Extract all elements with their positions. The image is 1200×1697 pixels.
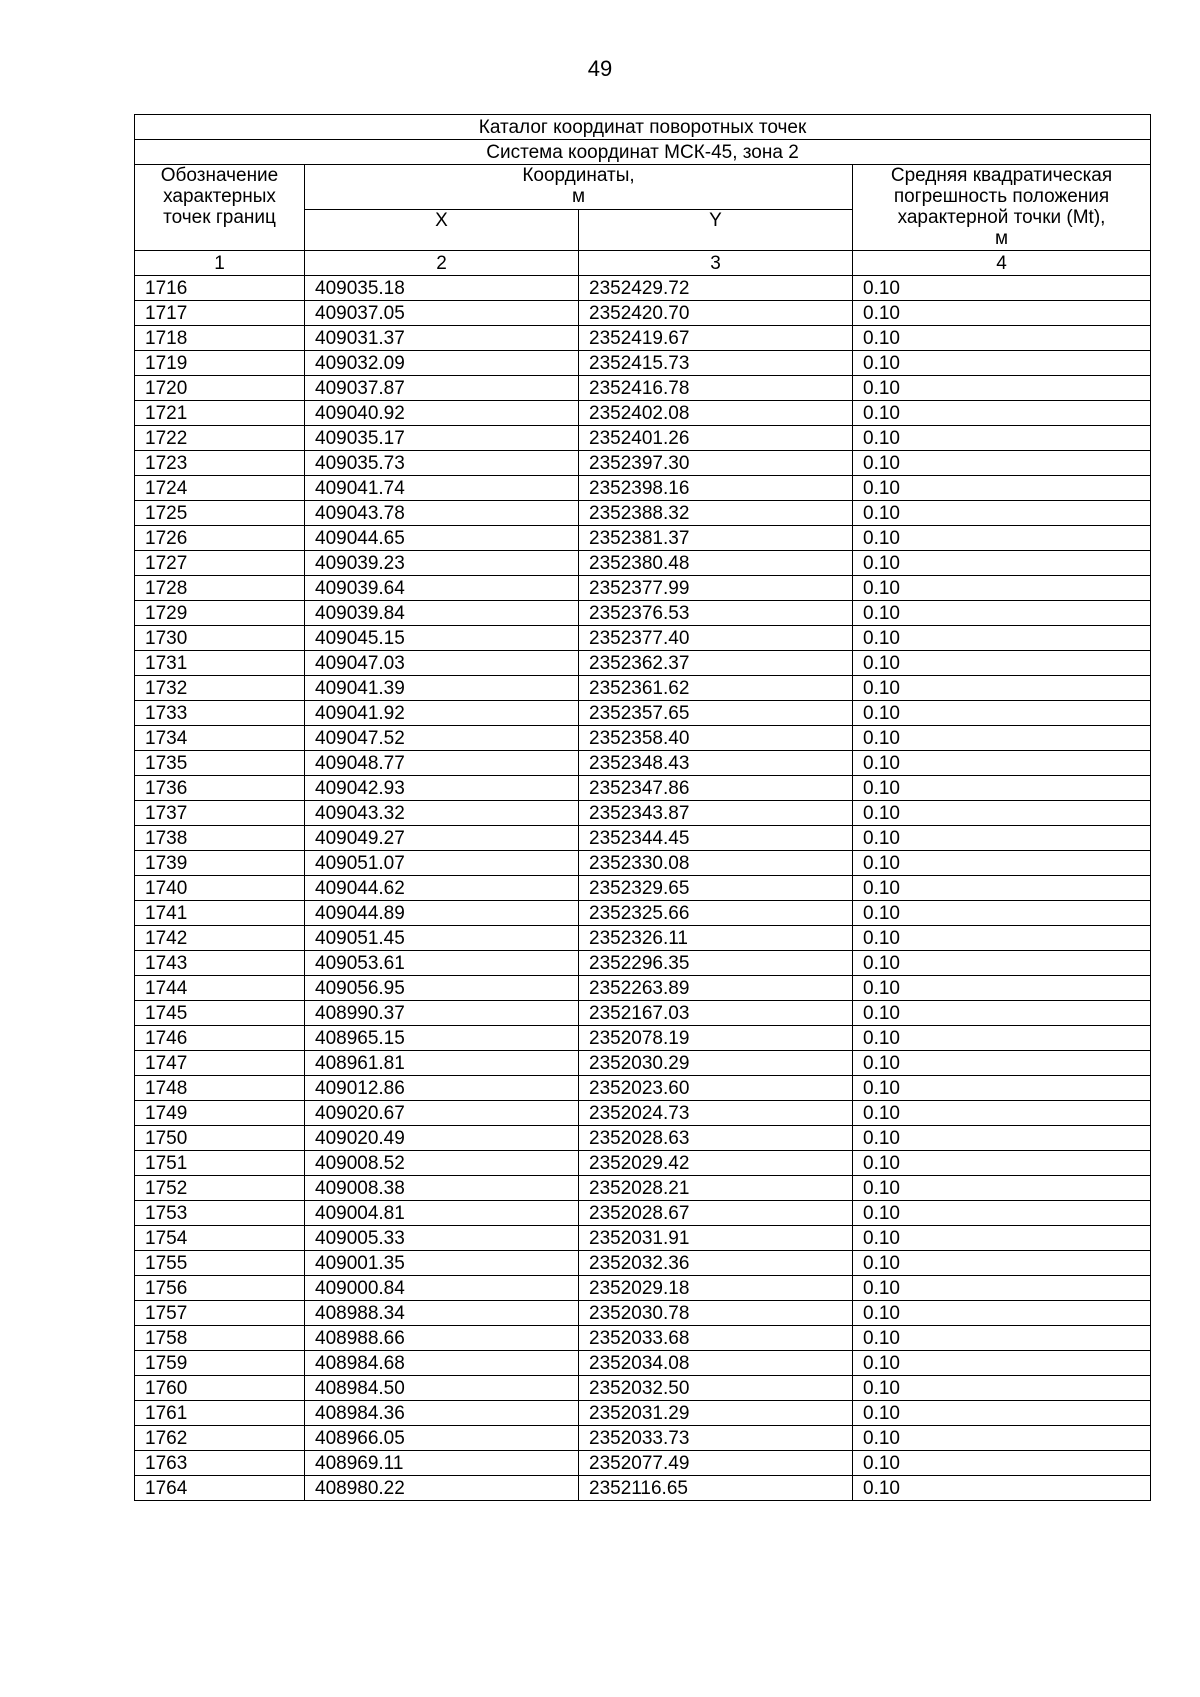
table-row: [135, 976, 1151, 1001]
error-cell: 0.10: [853, 1251, 1151, 1276]
point-id-cell: 1725: [135, 501, 305, 526]
coordinate-system: Система координат МСК-45, зона 2: [135, 140, 1151, 165]
y-coordinate-cell: 2352032.36: [579, 1251, 853, 1276]
table-row: [135, 851, 1151, 876]
table-row: [135, 526, 1151, 551]
point-id-cell: 1716: [135, 276, 305, 301]
x-coordinate-cell: 409041.39: [305, 676, 579, 701]
error-cell: 0.10: [853, 576, 1151, 601]
y-coordinate-cell: 2352377.99: [579, 576, 853, 601]
x-coordinate-cell: 409040.92: [305, 401, 579, 426]
point-id-cell: 1727: [135, 551, 305, 576]
point-id-cell: 1761: [135, 1401, 305, 1426]
error-cell: 0.10: [853, 901, 1151, 926]
column-number: 4: [853, 251, 1151, 276]
table-row: [135, 1251, 1151, 1276]
page-number: 49: [587, 56, 613, 81]
y-coordinate-cell: 2352344.45: [579, 826, 853, 851]
error-cell: 0.10: [853, 926, 1151, 951]
table-row: [135, 1226, 1151, 1251]
point-id-cell: 1728: [135, 576, 305, 601]
error-cell: 0.10: [853, 876, 1151, 901]
x-coordinate-cell: 409051.07: [305, 851, 579, 876]
error-cell: 0.10: [853, 1376, 1151, 1401]
error-cell: 0.10: [853, 1126, 1151, 1151]
error-cell: 0.10: [853, 1401, 1151, 1426]
table-row: [135, 1376, 1151, 1401]
table-row: [135, 651, 1151, 676]
error-cell: 0.10: [853, 326, 1151, 351]
table-row: [135, 451, 1151, 476]
error-cell: 0.10: [853, 976, 1151, 1001]
point-id-cell: 1724: [135, 476, 305, 501]
table-title: Каталог координат поворотных точек: [135, 115, 1151, 140]
table-row: [135, 701, 1151, 726]
x-coordinate-cell: 409008.38: [305, 1176, 579, 1201]
x-coordinate-cell: 409047.52: [305, 726, 579, 751]
x-coordinate-cell: 409005.33: [305, 1226, 579, 1251]
y-coordinate-cell: 2352380.48: [579, 551, 853, 576]
point-id-cell: 1759: [135, 1351, 305, 1376]
table-row: [135, 776, 1151, 801]
table-row: [135, 501, 1151, 526]
table-row: [135, 426, 1151, 451]
error-cell: 0.10: [853, 601, 1151, 626]
error-cell: 0.10: [853, 1426, 1151, 1451]
x-coordinate-cell: 409044.89: [305, 901, 579, 926]
point-id-cell: 1723: [135, 451, 305, 476]
table-row: [135, 726, 1151, 751]
x-coordinate-cell: 409044.65: [305, 526, 579, 551]
table-row: [135, 826, 1151, 851]
column-number: 1: [135, 251, 305, 276]
x-coordinate-cell: 408984.50: [305, 1376, 579, 1401]
y-coordinate-cell: 2352388.32: [579, 501, 853, 526]
y-coordinate-cell: 2352429.72: [579, 276, 853, 301]
point-id-cell: 1754: [135, 1226, 305, 1251]
table-header: [135, 115, 1151, 276]
point-id-cell: 1752: [135, 1176, 305, 1201]
error-cell: 0.10: [853, 1101, 1151, 1126]
y-coordinate-cell: 2352348.43: [579, 751, 853, 776]
point-id-cell: 1735: [135, 751, 305, 776]
point-id-cell: 1733: [135, 701, 305, 726]
y-coordinate-cell: 2352343.87: [579, 801, 853, 826]
x-coordinate-cell: 409000.84: [305, 1276, 579, 1301]
y-coordinate-cell: 2352325.66: [579, 901, 853, 926]
error-cell: 0.10: [853, 951, 1151, 976]
y-coordinate-cell: 2352030.29: [579, 1051, 853, 1076]
x-coordinate-cell: 408984.36: [305, 1401, 579, 1426]
error-cell: 0.10: [853, 726, 1151, 751]
error-cell: 0.10: [853, 651, 1151, 676]
y-coordinate-cell: 2352034.08: [579, 1351, 853, 1376]
x-coordinate-cell: 409056.95: [305, 976, 579, 1001]
y-coordinate-cell: 2352033.68: [579, 1326, 853, 1351]
table-row: [135, 1451, 1151, 1476]
error-cell: 0.10: [853, 801, 1151, 826]
y-coordinate-cell: 2352032.50: [579, 1376, 853, 1401]
x-coordinate-cell: 409047.03: [305, 651, 579, 676]
x-coordinate-cell: 409039.23: [305, 551, 579, 576]
table-row: [135, 601, 1151, 626]
header-y: Y: [579, 210, 853, 251]
table-row: [135, 1126, 1151, 1151]
y-coordinate-cell: 2352420.70: [579, 301, 853, 326]
point-id-cell: 1718: [135, 326, 305, 351]
y-coordinate-cell: 2352326.11: [579, 926, 853, 951]
x-coordinate-cell: 409031.37: [305, 326, 579, 351]
x-coordinate-cell: 408984.68: [305, 1351, 579, 1376]
table-row: [135, 301, 1151, 326]
error-cell: 0.10: [853, 626, 1151, 651]
table-row: [135, 1351, 1151, 1376]
x-coordinate-cell: 409020.49: [305, 1126, 579, 1151]
point-id-cell: 1757: [135, 1301, 305, 1326]
x-coordinate-cell: 409037.87: [305, 376, 579, 401]
error-cell: 0.10: [853, 1151, 1151, 1176]
column-number: 2: [305, 251, 579, 276]
point-id-cell: 1717: [135, 301, 305, 326]
table-row: [135, 1401, 1151, 1426]
x-coordinate-cell: 409035.73: [305, 451, 579, 476]
point-id-cell: 1719: [135, 351, 305, 376]
point-id-cell: 1764: [135, 1476, 305, 1501]
coordinates-table: [134, 114, 1151, 1501]
table-row: [135, 751, 1151, 776]
header-x: X: [305, 210, 579, 251]
table-row: [135, 376, 1151, 401]
x-coordinate-cell: 409001.35: [305, 1251, 579, 1276]
table-row: [135, 351, 1151, 376]
point-id-cell: 1750: [135, 1126, 305, 1151]
table-row: [135, 901, 1151, 926]
error-cell: 0.10: [853, 1326, 1151, 1351]
y-coordinate-cell: 2352296.35: [579, 951, 853, 976]
table-row: [135, 1276, 1151, 1301]
y-coordinate-cell: 2352377.40: [579, 626, 853, 651]
point-id-cell: 1756: [135, 1276, 305, 1301]
y-coordinate-cell: 2352078.19: [579, 1026, 853, 1051]
table-row: [135, 676, 1151, 701]
point-id-cell: 1726: [135, 526, 305, 551]
y-coordinate-cell: 2352358.40: [579, 726, 853, 751]
error-cell: 0.10: [853, 526, 1151, 551]
y-coordinate-cell: 2352347.86: [579, 776, 853, 801]
point-id-cell: 1746: [135, 1026, 305, 1051]
point-id-cell: 1760: [135, 1376, 305, 1401]
table-row: [135, 1076, 1151, 1101]
y-coordinate-cell: 2352330.08: [579, 851, 853, 876]
error-cell: 0.10: [853, 1001, 1151, 1026]
table-row: [135, 1001, 1151, 1026]
x-coordinate-cell: 409049.27: [305, 826, 579, 851]
point-id-cell: 1731: [135, 651, 305, 676]
table-row: [135, 1151, 1151, 1176]
x-coordinate-cell: 409051.45: [305, 926, 579, 951]
point-id-cell: 1737: [135, 801, 305, 826]
point-id-cell: 1734: [135, 726, 305, 751]
table-row: [135, 926, 1151, 951]
table-row: [135, 876, 1151, 901]
point-id-cell: 1738: [135, 826, 305, 851]
error-cell: 0.10: [853, 301, 1151, 326]
x-coordinate-cell: 408980.22: [305, 1476, 579, 1501]
point-id-cell: 1722: [135, 426, 305, 451]
table-row: [135, 1101, 1151, 1126]
table-row: [135, 1026, 1151, 1051]
column-number: 3: [579, 251, 853, 276]
y-coordinate-cell: 2352263.89: [579, 976, 853, 1001]
error-cell: 0.10: [853, 701, 1151, 726]
error-cell: 0.10: [853, 1451, 1151, 1476]
y-coordinate-cell: 2352415.73: [579, 351, 853, 376]
error-cell: 0.10: [853, 376, 1151, 401]
error-cell: 0.10: [853, 1051, 1151, 1076]
error-cell: 0.10: [853, 1351, 1151, 1376]
x-coordinate-cell: 409039.84: [305, 601, 579, 626]
x-coordinate-cell: 409041.92: [305, 701, 579, 726]
point-id-cell: 1758: [135, 1326, 305, 1351]
x-coordinate-cell: 408965.15: [305, 1026, 579, 1051]
error-cell: 0.10: [853, 1476, 1151, 1501]
x-coordinate-cell: 409053.61: [305, 951, 579, 976]
y-coordinate-cell: 2352116.65: [579, 1476, 853, 1501]
table-row: [135, 326, 1151, 351]
point-id-cell: 1742: [135, 926, 305, 951]
error-cell: 0.10: [853, 351, 1151, 376]
error-cell: 0.10: [853, 826, 1151, 851]
point-id-cell: 1739: [135, 851, 305, 876]
table-row: [135, 1476, 1151, 1501]
y-coordinate-cell: 2352362.37: [579, 651, 853, 676]
table-row: [135, 801, 1151, 826]
table-row: [135, 1201, 1151, 1226]
table-row: [135, 1426, 1151, 1451]
x-coordinate-cell: 409004.81: [305, 1201, 579, 1226]
point-id-cell: 1721: [135, 401, 305, 426]
table-row: [135, 401, 1151, 426]
error-cell: 0.10: [853, 851, 1151, 876]
point-id-cell: 1755: [135, 1251, 305, 1276]
point-id-cell: 1751: [135, 1151, 305, 1176]
x-coordinate-cell: 409012.86: [305, 1076, 579, 1101]
x-coordinate-cell: 409032.09: [305, 351, 579, 376]
y-coordinate-cell: 2352416.78: [579, 376, 853, 401]
y-coordinate-cell: 2352023.60: [579, 1076, 853, 1101]
point-id-cell: 1729: [135, 601, 305, 626]
y-coordinate-cell: 2352031.29: [579, 1401, 853, 1426]
y-coordinate-cell: 2352028.67: [579, 1201, 853, 1226]
error-cell: 0.10: [853, 426, 1151, 451]
x-coordinate-cell: 409045.15: [305, 626, 579, 651]
y-coordinate-cell: 2352357.65: [579, 701, 853, 726]
table-row: [135, 1326, 1151, 1351]
y-coordinate-cell: 2352398.16: [579, 476, 853, 501]
x-coordinate-cell: 408988.34: [305, 1301, 579, 1326]
point-id-cell: 1753: [135, 1201, 305, 1226]
error-cell: 0.10: [853, 1076, 1151, 1101]
y-coordinate-cell: 2352077.49: [579, 1451, 853, 1476]
point-id-cell: 1763: [135, 1451, 305, 1476]
point-id-cell: 1748: [135, 1076, 305, 1101]
y-coordinate-cell: 2352033.73: [579, 1426, 853, 1451]
x-coordinate-cell: 409044.62: [305, 876, 579, 901]
x-coordinate-cell: 409048.77: [305, 751, 579, 776]
y-coordinate-cell: 2352376.53: [579, 601, 853, 626]
x-coordinate-cell: 409041.74: [305, 476, 579, 501]
error-cell: 0.10: [853, 401, 1151, 426]
x-coordinate-cell: 409043.78: [305, 501, 579, 526]
header-coordinates: Координаты, м: [305, 165, 853, 210]
error-cell: 0.10: [853, 276, 1151, 301]
point-id-cell: 1730: [135, 626, 305, 651]
error-cell: 0.10: [853, 551, 1151, 576]
table-row: [135, 551, 1151, 576]
y-coordinate-cell: 2352381.37: [579, 526, 853, 551]
point-id-cell: 1747: [135, 1051, 305, 1076]
x-coordinate-cell: 409043.32: [305, 801, 579, 826]
x-coordinate-cell: 408990.37: [305, 1001, 579, 1026]
table-row: [135, 951, 1151, 976]
error-cell: 0.10: [853, 1176, 1151, 1201]
error-cell: 0.10: [853, 501, 1151, 526]
error-cell: 0.10: [853, 676, 1151, 701]
error-cell: 0.10: [853, 451, 1151, 476]
table-row: [135, 1301, 1151, 1326]
y-coordinate-cell: 2352419.67: [579, 326, 853, 351]
x-coordinate-cell: 409037.05: [305, 301, 579, 326]
y-coordinate-cell: 2352030.78: [579, 1301, 853, 1326]
x-coordinate-cell: 409035.17: [305, 426, 579, 451]
x-coordinate-cell: 408969.11: [305, 1451, 579, 1476]
error-cell: 0.10: [853, 1276, 1151, 1301]
y-coordinate-cell: 2352029.18: [579, 1276, 853, 1301]
point-id-cell: 1740: [135, 876, 305, 901]
y-coordinate-cell: 2352028.63: [579, 1126, 853, 1151]
table-row: [135, 626, 1151, 651]
point-id-cell: 1720: [135, 376, 305, 401]
point-id-cell: 1744: [135, 976, 305, 1001]
table-body: [135, 276, 1151, 1501]
x-coordinate-cell: 408988.66: [305, 1326, 579, 1351]
point-id-cell: 1749: [135, 1101, 305, 1126]
x-coordinate-cell: 409039.64: [305, 576, 579, 601]
y-coordinate-cell: 2352361.62: [579, 676, 853, 701]
y-coordinate-cell: 2352397.30: [579, 451, 853, 476]
x-coordinate-cell: 408966.05: [305, 1426, 579, 1451]
x-coordinate-cell: 408961.81: [305, 1051, 579, 1076]
error-cell: 0.10: [853, 776, 1151, 801]
error-cell: 0.10: [853, 751, 1151, 776]
point-id-cell: 1741: [135, 901, 305, 926]
error-cell: 0.10: [853, 1201, 1151, 1226]
y-coordinate-cell: 2352402.08: [579, 401, 853, 426]
point-id-cell: 1745: [135, 1001, 305, 1026]
x-coordinate-cell: 409008.52: [305, 1151, 579, 1176]
y-coordinate-cell: 2352401.26: [579, 426, 853, 451]
table-row: [135, 276, 1151, 301]
x-coordinate-cell: 409020.67: [305, 1101, 579, 1126]
x-coordinate-cell: 409042.93: [305, 776, 579, 801]
y-coordinate-cell: 2352167.03: [579, 1001, 853, 1026]
table-row: [135, 476, 1151, 501]
table-row: [135, 576, 1151, 601]
point-id-cell: 1743: [135, 951, 305, 976]
header-error: Средняя квадратическая погрешность положения характерной точки (Mt), м: [853, 165, 1151, 251]
point-id-cell: 1732: [135, 676, 305, 701]
y-coordinate-cell: 2352028.21: [579, 1176, 853, 1201]
table-row: [135, 1051, 1151, 1076]
y-coordinate-cell: 2352031.91: [579, 1226, 853, 1251]
y-coordinate-cell: 2352029.42: [579, 1151, 853, 1176]
header-point-designation: Обозначение характерных точек границ: [135, 165, 305, 251]
point-id-cell: 1736: [135, 776, 305, 801]
error-cell: 0.10: [853, 476, 1151, 501]
x-coordinate-cell: 409035.18: [305, 276, 579, 301]
y-coordinate-cell: 2352024.73: [579, 1101, 853, 1126]
error-cell: 0.10: [853, 1026, 1151, 1051]
error-cell: 0.10: [853, 1226, 1151, 1251]
point-id-cell: 1762: [135, 1426, 305, 1451]
table-row: [135, 1176, 1151, 1201]
error-cell: 0.10: [853, 1301, 1151, 1326]
y-coordinate-cell: 2352329.65: [579, 876, 853, 901]
